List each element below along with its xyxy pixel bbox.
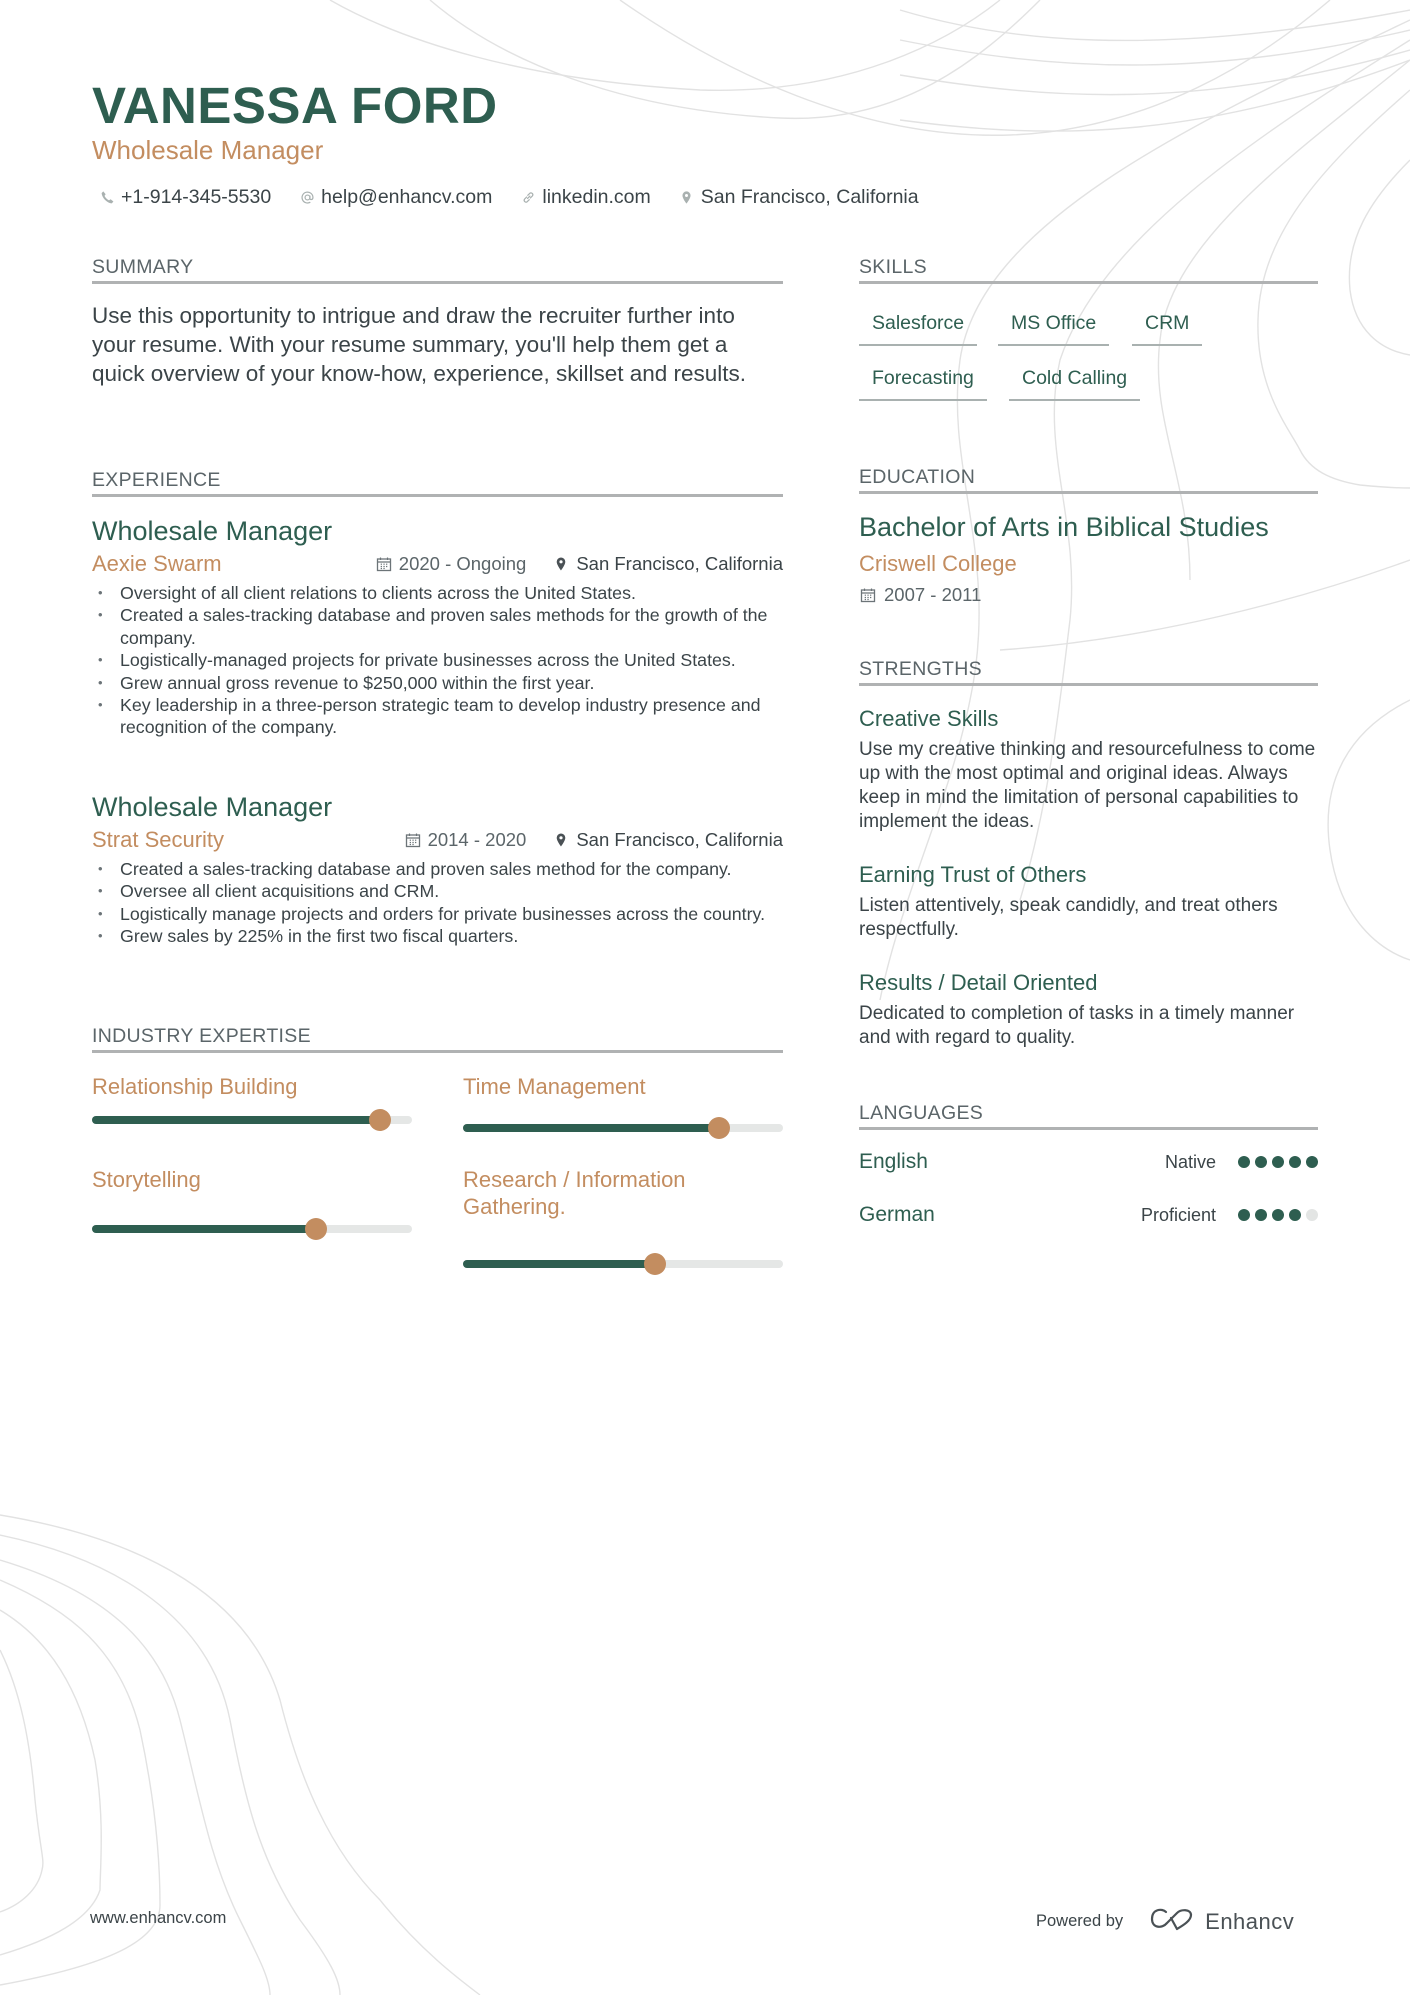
expertise-slider — [463, 1124, 783, 1132]
contact-phone[interactable] — [98, 186, 271, 209]
job-bullets — [92, 858, 783, 948]
expertise-label: Time Management — [463, 1074, 646, 1099]
contact-phone-text: +1-914-345-5530 — [121, 186, 272, 208]
strength-title: Creative Skills — [859, 706, 999, 731]
skills-tags — [859, 300, 1318, 410]
job-dates: 2020 - Ongoing — [398, 553, 527, 574]
candidate-name: VANESSA FORD — [92, 77, 498, 134]
company-name: Aexie Swarm — [92, 551, 222, 576]
contact-email[interactable] — [298, 186, 492, 209]
summary-text: Use this opportunity to intrigue and draw the recruiter further into your resume. With your resume summary, you'll help them get a quick overview of your know-how, experience, skillset and results. — [92, 303, 747, 386]
location-pin-icon — [552, 831, 570, 849]
expertise-label: Storytelling — [92, 1167, 201, 1192]
industry-expertise-heading: INDUSTRY EXPERTISE — [92, 1025, 311, 1047]
contact-location-text: San Francisco, California — [700, 186, 919, 208]
job-location: San Francisco, California — [576, 553, 783, 574]
strength-item — [859, 706, 1318, 834]
strengths-heading: STRENGTHS — [859, 658, 982, 680]
language-row — [859, 1150, 1318, 1174]
expertise-slider — [92, 1225, 412, 1233]
strength-description: Listen attentively, speak candidly, and treat others respectfully. — [859, 895, 1278, 940]
language-level: Native — [1164, 1151, 1216, 1172]
skill-tag: Forecasting — [859, 367, 987, 401]
language-rating — [1233, 1209, 1318, 1221]
job-bullet: • Logistically-managed projects for private businesses across the United States. — [92, 649, 783, 671]
job-meta — [404, 829, 783, 851]
contact-linkedin[interactable] — [519, 186, 650, 209]
job-dates: 2014 - 2020 — [427, 829, 527, 850]
strength-title: Results / Detail Oriented — [859, 970, 1098, 995]
location-icon — [678, 189, 696, 207]
contact-email-text: help@enhancv.com — [321, 186, 493, 208]
footer-website-link[interactable]: www.enhancv.com — [90, 1909, 227, 1927]
slider-knob — [708, 1117, 730, 1139]
slider-fill — [92, 1225, 316, 1233]
skill-tag: Cold Calling — [1009, 367, 1140, 401]
expertise-item — [463, 1073, 783, 1100]
rating-dot-filled — [1272, 1209, 1284, 1221]
education-divider — [859, 491, 1318, 494]
school-name: Criswell College — [859, 551, 1017, 576]
expertise-label: Research / Information Gathering. — [463, 1167, 686, 1219]
calendar-icon — [859, 586, 877, 604]
at-icon — [298, 189, 316, 207]
languages-divider — [859, 1127, 1318, 1130]
degree: Bachelor of Arts in Biblical Studies — [859, 512, 1269, 542]
job-bullet: • Grew annual gross revenue to $250,000 within the first year. — [92, 672, 783, 694]
experience-entry — [92, 516, 783, 739]
calendar-icon — [404, 831, 422, 849]
experience-entry — [92, 792, 783, 948]
powered-by-label: Powered by — [1036, 1912, 1124, 1930]
expertise-slider — [463, 1260, 783, 1268]
job-meta — [375, 553, 783, 575]
rating-dot-filled — [1289, 1156, 1301, 1168]
link-icon — [519, 189, 537, 207]
contact-location — [678, 186, 919, 209]
job-bullets — [92, 582, 783, 739]
summary-divider — [92, 281, 783, 284]
education-dates — [859, 584, 981, 606]
job-bullet: • Grew sales by 225% in the first two fiscal quarters. — [92, 925, 783, 947]
skill-tag: CRM — [1132, 312, 1202, 346]
phone-icon — [98, 189, 116, 207]
experience-divider — [92, 494, 783, 497]
candidate-title: Wholesale Manager — [92, 135, 324, 165]
rating-dot-filled — [1238, 1156, 1250, 1168]
contact-bar — [98, 186, 946, 209]
skills-heading: SKILLS — [859, 256, 927, 278]
experience-heading: EXPERIENCE — [92, 469, 221, 491]
company-name: Strat Security — [92, 827, 225, 852]
job-bullet: • Key leadership in a three-person strategic team to develop industry presence and recognition of the company. — [92, 694, 783, 739]
strength-title: Earning Trust of Others — [859, 862, 1087, 887]
rating-dot-filled — [1255, 1209, 1267, 1221]
language-level: Proficient — [1140, 1204, 1216, 1225]
industry-expertise-divider — [92, 1050, 783, 1053]
job-bullet: • Oversight of all client relations to clients across the United States. — [92, 582, 783, 604]
expertise-item — [463, 1166, 723, 1220]
languages-heading: LANGUAGES — [859, 1102, 984, 1124]
expertise-slider — [92, 1116, 412, 1124]
enhancv-logo-icon — [1149, 1906, 1195, 1937]
job-bullet: • Created a sales-tracking database and proven sales methods for the growth of the company. — [92, 604, 783, 649]
rating-dot-filled — [1306, 1156, 1318, 1168]
language-name: German — [859, 1203, 935, 1226]
language-name: English — [859, 1150, 928, 1173]
rating-dot-filled — [1238, 1209, 1250, 1221]
summary-heading: SUMMARY — [92, 256, 194, 278]
slider-knob — [369, 1109, 391, 1131]
rating-dot-filled — [1255, 1156, 1267, 1168]
strengths-divider — [859, 683, 1318, 686]
slider-fill — [463, 1260, 655, 1268]
powered-by[interactable] — [1036, 1906, 1294, 1937]
skills-divider — [859, 281, 1318, 284]
brand-name: Enhancv — [1205, 1908, 1295, 1934]
skill-tag: MS Office — [998, 312, 1109, 346]
slider-fill — [92, 1116, 380, 1124]
strength-item — [859, 970, 1318, 1050]
language-rating — [1233, 1156, 1318, 1168]
slider-knob — [305, 1218, 327, 1240]
calendar-icon — [375, 555, 393, 573]
skill-tag: Salesforce — [859, 312, 977, 346]
expertise-item — [92, 1166, 412, 1193]
rating-dot-filled — [1272, 1156, 1284, 1168]
strength-description: Dedicated to completion of tasks in a timely manner and with regard to quality. — [859, 1003, 1295, 1048]
language-row — [859, 1203, 1318, 1227]
job-title: Wholesale Manager — [92, 516, 333, 546]
expertise-item — [92, 1073, 412, 1100]
location-pin-icon — [552, 555, 570, 573]
job-bullet: • Logistically manage projects and orders for private businesses across the country. — [92, 903, 783, 925]
job-title: Wholesale Manager — [92, 792, 333, 822]
rating-dot-filled — [1289, 1209, 1301, 1221]
slider-fill — [463, 1124, 719, 1132]
expertise-label: Relationship Building — [92, 1074, 298, 1099]
contact-linkedin-text: linkedin.com — [542, 186, 651, 208]
strength-description: Use my creative thinking and resourcefulness to come up with the most optimal and original ideas. Always keep in mind the limitation of personal capabilities to implement the ideas. — [859, 739, 1316, 832]
rating-dot-empty — [1306, 1209, 1318, 1221]
job-bullet: • Oversee all client acquisitions and CRM. — [92, 880, 783, 902]
slider-knob — [644, 1253, 666, 1275]
job-bullet: • Created a sales-tracking database and proven sales method for the company. — [92, 858, 783, 880]
job-location: San Francisco, California — [576, 829, 783, 850]
strength-item — [859, 862, 1318, 942]
education-heading: EDUCATION — [859, 466, 976, 488]
education-dates-text: 2007 - 2011 — [884, 584, 982, 605]
